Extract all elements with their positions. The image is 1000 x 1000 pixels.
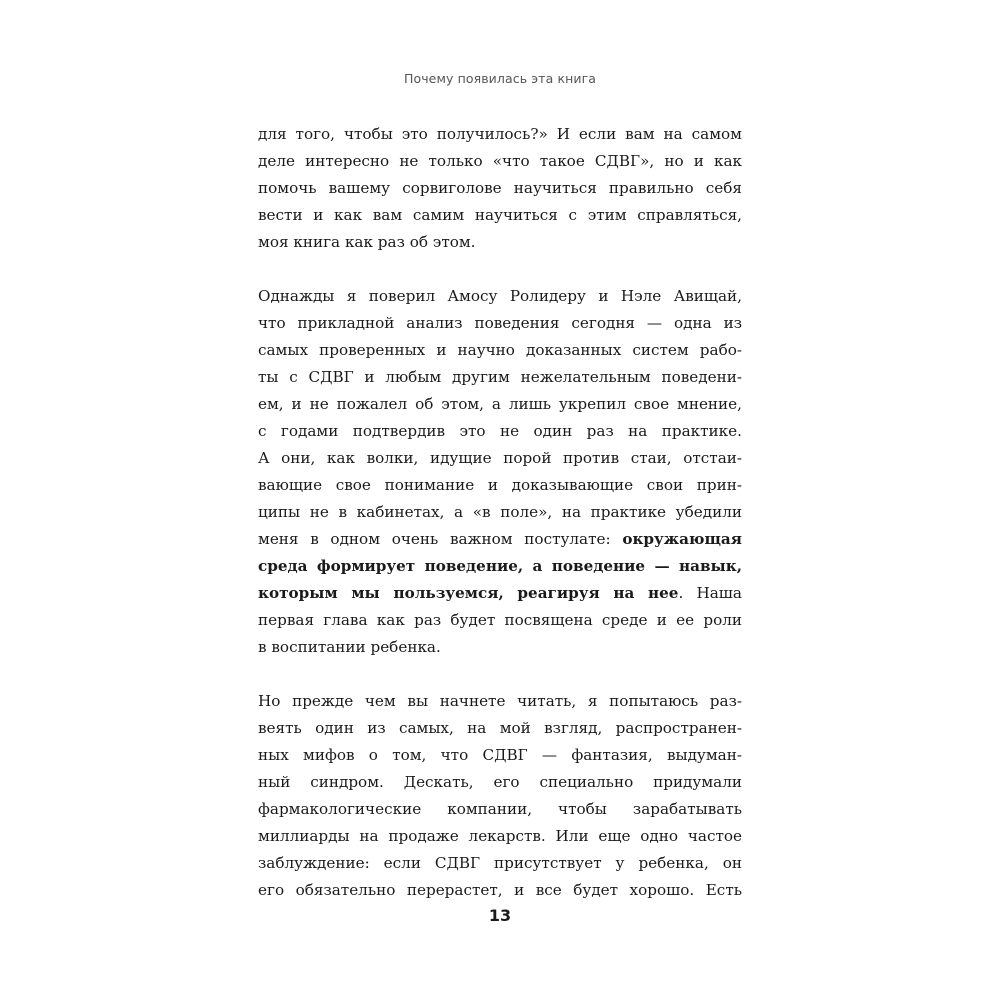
text-line: А они, как волки, идущие порой против стаи, отстаи-	[258, 449, 742, 467]
paragraph-gap	[258, 256, 742, 283]
text-line: вающие свое понимание и доказывающие свои прин-	[258, 476, 742, 494]
emphasis-line: среда формирует поведение, а поведение — навык,	[258, 557, 742, 575]
text-line: деле интересно не только «что такое СДВГ», но и как	[258, 152, 742, 170]
text-line: Но прежде чем вы начнете читать, я попытаюсь раз-	[258, 692, 742, 710]
running-head: Почему появилась эта книга	[403, 71, 597, 86]
text-line: с годами подтвердив это не один раз на практике.	[258, 422, 742, 440]
emphasis-text: окружающая	[622, 530, 742, 548]
text-line: что прикладной анализ поведения сегодня — одна из	[258, 314, 742, 332]
body-text	[258, 121, 742, 904]
text-line: помочь вашему сорвиголове научиться правильно себя	[258, 179, 742, 197]
text-line-mixed	[258, 526, 742, 553]
paragraph-3	[258, 688, 742, 904]
text-run: . Наша	[678, 584, 742, 602]
text-line: ных мифов о том, что СДВГ — фантазия, выдуман-	[258, 746, 742, 764]
text-line: первая глава как раз будет посвящена среде и ее роли	[258, 611, 742, 629]
text-line: самых проверенных и научно доказанных систем рабо-	[258, 341, 742, 359]
text-line-mixed	[258, 580, 742, 607]
text-line: ем, и не пожалел об этом, а лишь укрепил свое мнение,	[258, 395, 742, 413]
text-run: меня в одном очень важном постулате:	[258, 530, 623, 548]
paragraph-2	[258, 283, 742, 661]
text-line: заблуждение: если СДВГ присутствует у ребенка, он	[258, 854, 742, 872]
text-line: Однажды я поверил Амосу Ролидеру и Нэле Авищай,	[258, 287, 742, 305]
text-line: ципы не в кабинетах, а «в поле», на практике убедили	[258, 503, 742, 521]
emphasis-text: которым мы пользуемся, реагируя на нее	[258, 584, 679, 602]
text-line: моя книга как раз об этом.	[258, 233, 476, 251]
text-line: фармакологические компании, чтобы зарабатывать	[258, 800, 742, 818]
page-number: 13	[488, 906, 512, 925]
text-line: ты с СДВГ и любым другим нежелательным поведени-	[258, 368, 742, 386]
text-line: веять один из самых, на мой взгляд, распространен-	[258, 719, 742, 737]
text-line: его обязательно перерастет, и все будет хорошо. Есть	[258, 881, 742, 899]
text-line: в воспитании ребенка.	[258, 638, 441, 656]
text-line: ный синдром. Дескать, его специально придумали	[258, 773, 742, 791]
text-line: миллиарды на продаже лекарств. Или еще одно частое	[258, 827, 742, 845]
paragraph-1	[258, 121, 742, 256]
text-line: для того, чтобы это получилось?» И если вам на самом	[258, 125, 742, 143]
text-line: вести и как вам самим научиться с этим справляться,	[258, 206, 742, 224]
paragraph-gap	[258, 661, 742, 688]
